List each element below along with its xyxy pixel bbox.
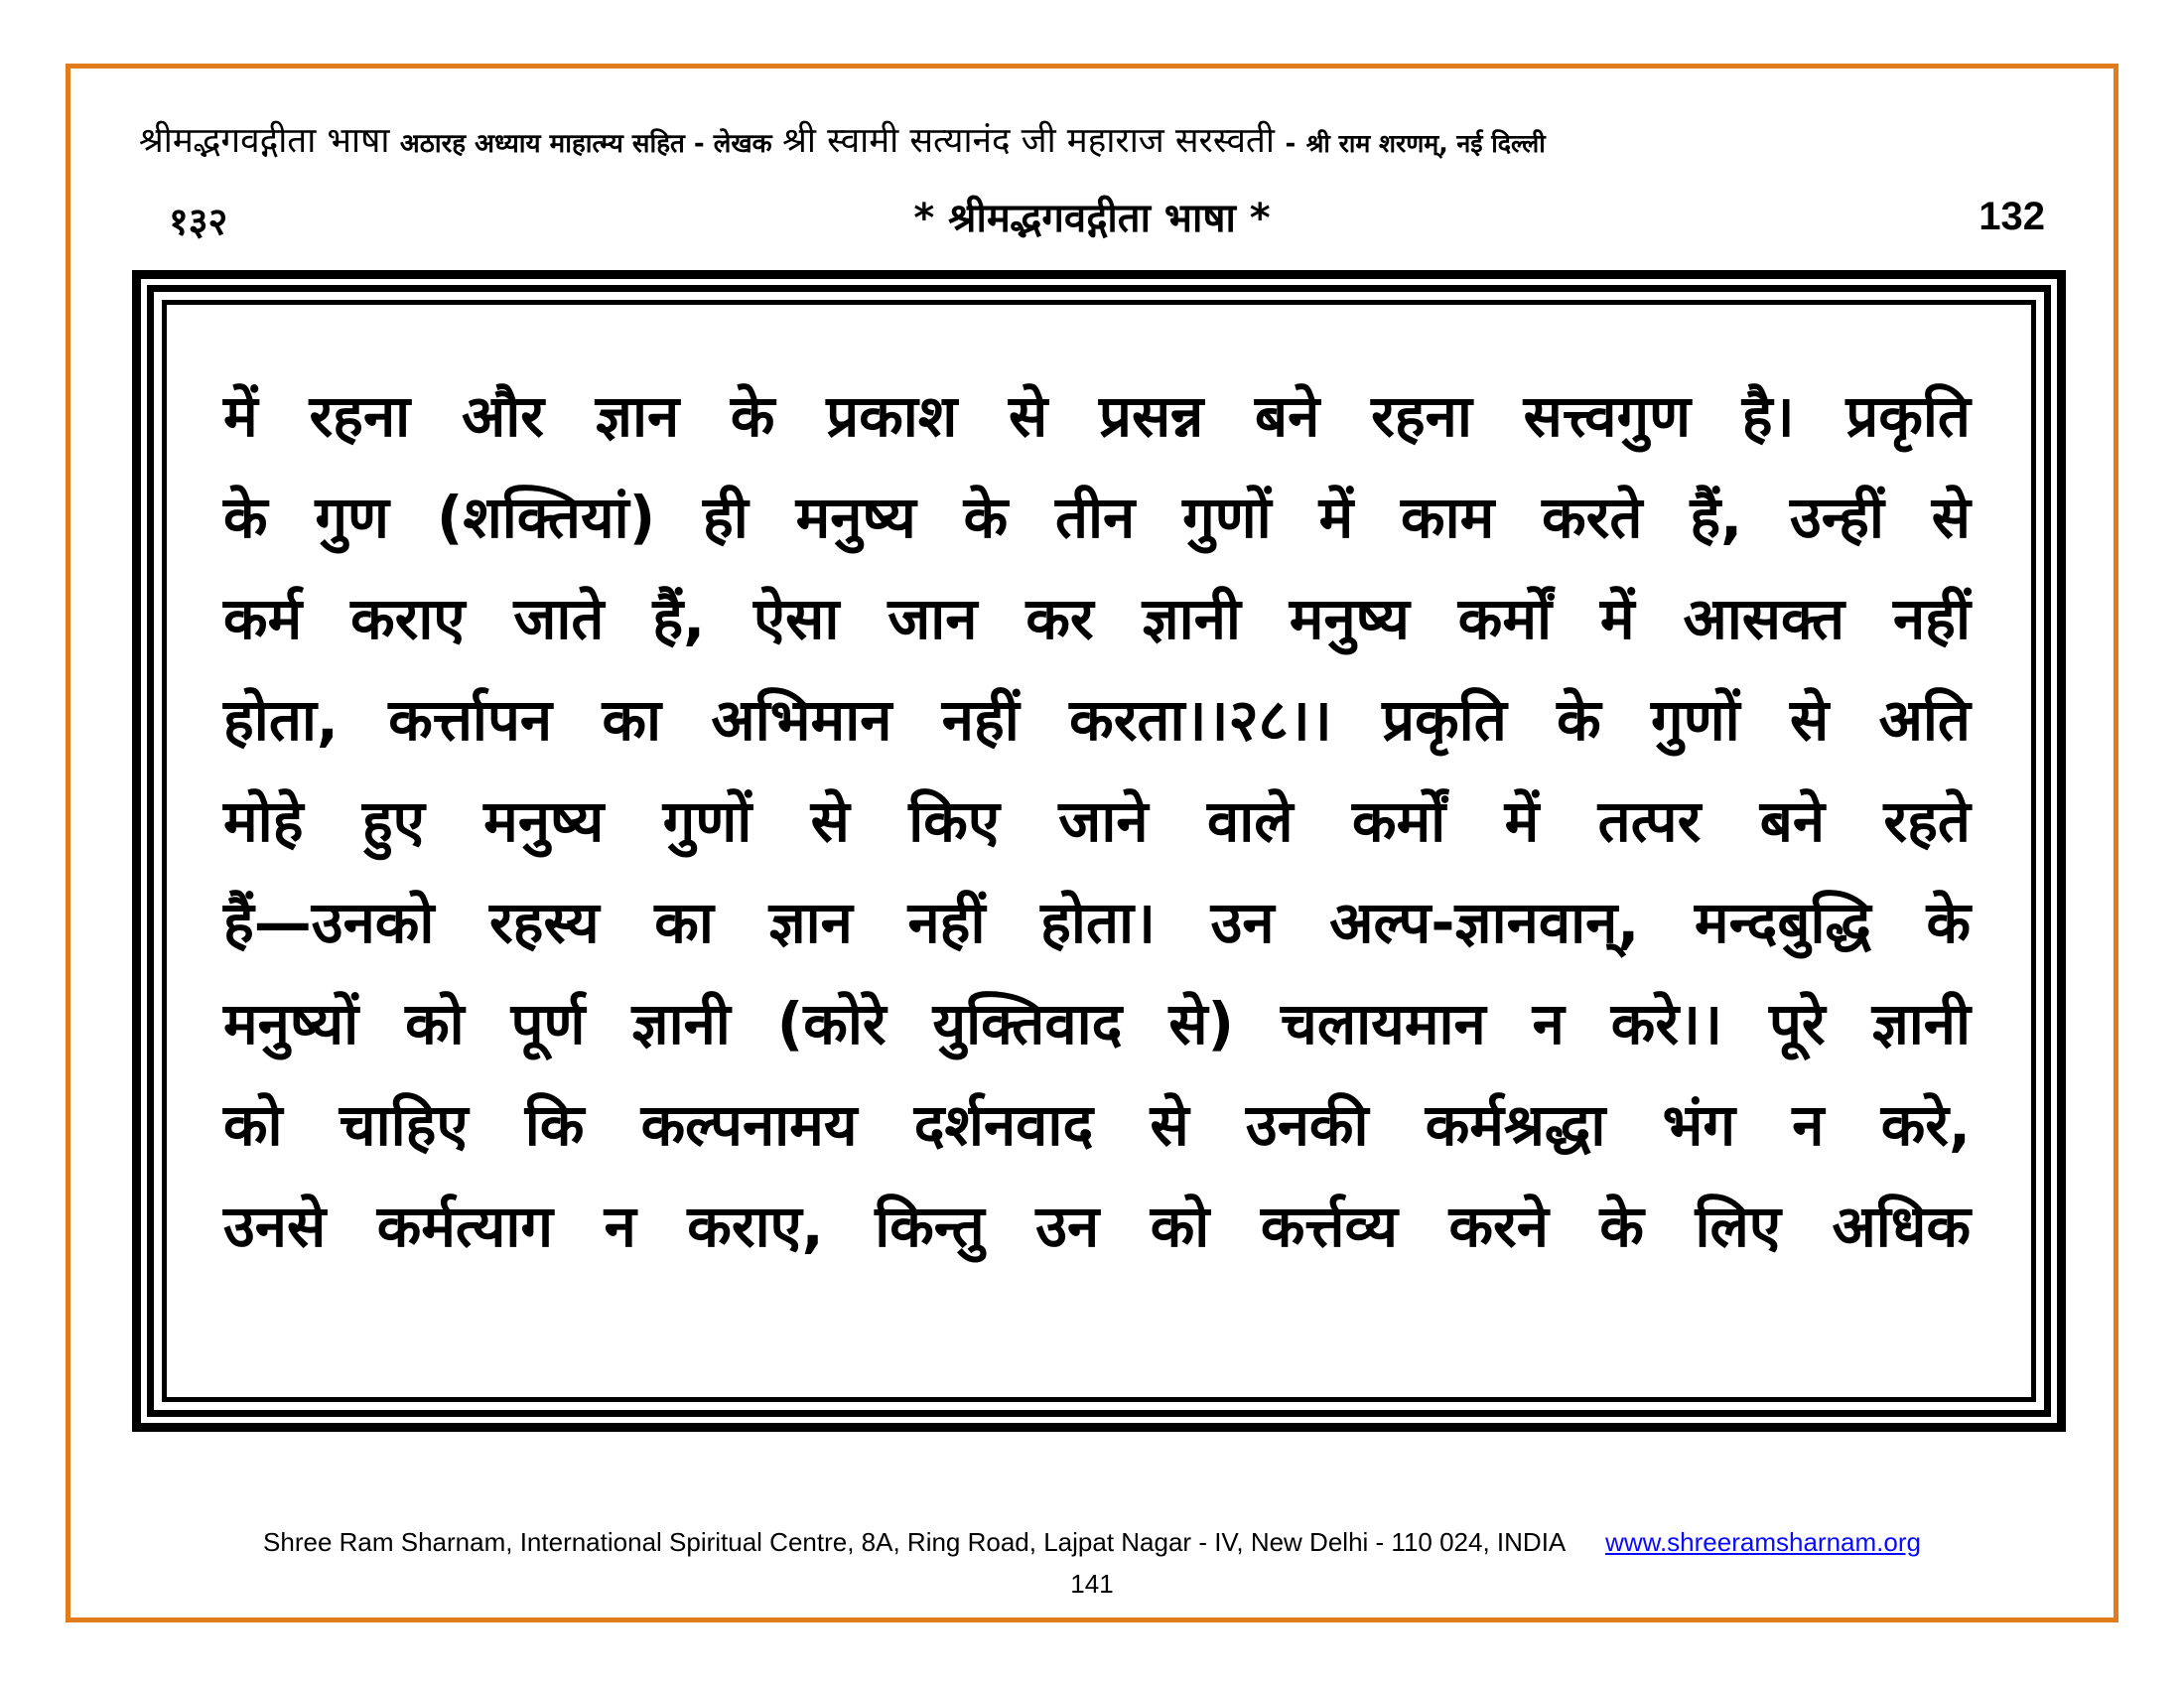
running-header xyxy=(139,117,2065,168)
text-line: मनुष्यों को पूर्ण ज्ञानी (कोरे युक्तिवाद से) चलायमान न करे।। पूरे ज्ञानी xyxy=(223,990,1971,1057)
text-line: मोहे हुए मनुष्य गुणों से किए जाने वाले कर्मों में तत्पर बने रहते xyxy=(223,787,1971,855)
text-line: कर्म कराए जाते हैं, ऐसा जान कर ज्ञानी मनुष्य कर्मों में आसक्त नहीं xyxy=(223,585,1971,652)
page-number-latin: 132 xyxy=(1979,195,2045,238)
book-subtitle: अठारह अध्याय माहात्म्य सहित - लेखक xyxy=(399,129,772,159)
text-line: में रहना और ज्ञान के प्रकाश से प्रसन्न बने रहना सत्त्वगुण है। प्रकृति xyxy=(223,382,1971,450)
body-text xyxy=(223,365,1971,1277)
text-line: उनसे कर्मत्याग न कराए, किन्तु उन को कर्त्तव्य करने के लिए अधिक xyxy=(223,1193,1971,1260)
footer-address: Shree Ram Sharnam, International Spiritual Centre, 8A, Ring Road, Lajpat Nagar - IV, New Delhi - 110 024, INDIA xyxy=(263,1527,1565,1557)
page-title: * श्रीमद्भगवद्गीता भाषा * xyxy=(913,196,1271,241)
text-line: को चाहिए कि कल्पनामय दर्शनवाद से उनकी कर्मश्रद्धा भंग न करे, xyxy=(223,1091,1971,1159)
text-line: होता, कर्त्तापन का अभिमान नहीं करता।।२८।। प्रकृति के गुणों से अति xyxy=(223,686,1971,754)
publisher-name: श्री राम शरणम्, नई दिल्ली xyxy=(1305,129,1546,158)
footer-page-number: 141 xyxy=(1070,1569,1114,1599)
page-header xyxy=(139,189,2045,258)
book-title: श्रीमद्भगवद्गीता भाषा xyxy=(139,121,390,161)
text-line: के गुण (शक्तियां) ही मनुष्य के तीन गुणों में काम करते हैं, उन्हीं से xyxy=(223,484,1971,551)
website-link[interactable]: www.shreeramsharnam.org xyxy=(1605,1527,1921,1557)
text-line: हैं—उनको रहस्य का ज्ञान नहीं होता। उन अल्प-ज्ञानवान्, मन्दबुद्धि के xyxy=(223,889,1971,956)
header-separator: - xyxy=(1285,129,1297,159)
page-number-devanagari: १३२ xyxy=(169,200,228,243)
footer xyxy=(0,1527,2184,1558)
author-name: श्री स्वामी सत्यानंद जी महाराज सरस्वती xyxy=(782,121,1275,161)
